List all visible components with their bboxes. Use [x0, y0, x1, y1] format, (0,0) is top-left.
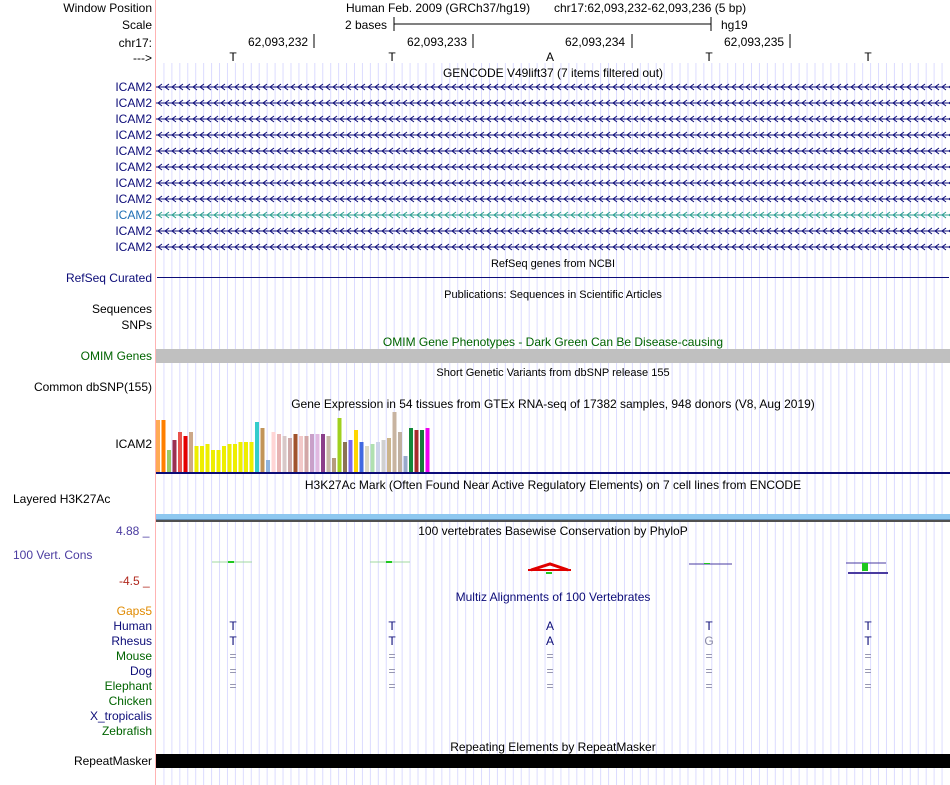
gencode-gene-label[interactable]: ICAM2	[115, 224, 152, 238]
gtex-tissue-bar	[195, 446, 199, 472]
assembly-name: Human Feb. 2009 (GRCh37/hg19)	[346, 1, 531, 15]
gtex-tissue-bar	[162, 420, 166, 472]
gtex-tissue-bar	[376, 442, 380, 472]
gtex-tissue-bar	[211, 450, 215, 472]
species-label[interactable]: Dog	[129, 664, 152, 678]
position-text[interactable]: chr17:62,093,232-62,093,236 (5 bp)	[554, 1, 747, 15]
gtex-tissue-bar	[173, 440, 177, 472]
species-label[interactable]: Human	[113, 619, 152, 633]
gtex-tissue-bar	[321, 434, 325, 472]
multiz-track-title[interactable]: Multiz Alignments of 100 Vertebrates	[455, 590, 651, 604]
gencode-gene-label[interactable]: ICAM2	[115, 240, 152, 254]
phylop-ymax: 4.88 _	[116, 524, 150, 538]
aligned-base: =	[705, 664, 713, 678]
gtex-track-label[interactable]: ICAM2	[115, 437, 152, 451]
gtex-tissue-bar	[184, 436, 188, 472]
gtex-tissue-bar	[354, 430, 358, 472]
gtex-tissue-bar	[228, 444, 232, 472]
gencode-gene-label[interactable]: ICAM2	[115, 176, 152, 190]
gtex-tissue-bar	[283, 436, 287, 472]
gencode-gene-label[interactable]: ICAM2	[115, 208, 152, 222]
gtex-tissue-bar	[272, 432, 276, 472]
gencode-track-title[interactable]: GENCODE V49lift37 (7 items filtered out)	[442, 66, 664, 80]
gencode-transcript[interactable]	[156, 112, 950, 126]
aligned-base: =	[229, 649, 237, 663]
strand-label: --->	[133, 51, 152, 65]
aligned-base: =	[864, 679, 872, 693]
aligned-base: A	[545, 619, 554, 633]
h3k27ac-track-label[interactable]: Layered H3K27Ac	[13, 492, 111, 506]
aligned-base: =	[705, 649, 713, 663]
coord-label: 62,093,233	[407, 35, 468, 49]
coord-label: 62,093,232	[248, 35, 309, 49]
species-label[interactable]: Chicken	[108, 694, 152, 708]
gtex-tissue-bar	[398, 432, 402, 472]
gencode-transcript[interactable]	[156, 240, 950, 254]
aligned-base: T	[864, 634, 872, 648]
aligned-base: =	[388, 679, 396, 693]
aligned-base: T	[388, 634, 396, 648]
gtex-tissue-bar	[156, 420, 160, 472]
gtex-tissue-bar	[365, 446, 369, 472]
ref-base: T	[864, 50, 872, 64]
gencode-transcript[interactable]	[156, 80, 950, 94]
gencode-transcript[interactable]	[156, 160, 950, 174]
gencode-gene-label[interactable]: ICAM2	[115, 160, 152, 174]
gtex-tissue-bar	[327, 436, 331, 472]
aligned-base: =	[546, 679, 554, 693]
gtex-tissue-bar	[349, 440, 353, 472]
gtex-tissue-bar	[415, 430, 419, 472]
gtex-tissue-bar	[404, 456, 408, 472]
coord-label: 62,093,234	[565, 35, 626, 49]
dbsnp-track-title[interactable]: Short Genetic Variants from dbSNP release 155	[436, 367, 670, 379]
gencode-gene-label[interactable]: ICAM2	[115, 80, 152, 94]
ref-base: T	[388, 50, 396, 64]
omim-gene-bar[interactable]	[156, 349, 950, 363]
aligned-base: =	[705, 679, 713, 693]
aligned-base: =	[229, 664, 237, 678]
scale-text: 2 bases	[345, 18, 388, 32]
gencode-gene-label[interactable]: ICAM2	[115, 192, 152, 206]
aligned-base: T	[229, 619, 237, 633]
dbsnp-track-label[interactable]: Common dbSNP(155)	[33, 380, 152, 394]
gaps-label[interactable]: Gaps5	[116, 604, 152, 618]
gtex-tissue-bar	[371, 444, 375, 472]
refseq-gene-line[interactable]	[157, 277, 949, 278]
gtex-tissue-bar	[420, 430, 424, 472]
gtex-tissue-bar	[261, 428, 265, 472]
species-label[interactable]: Elephant	[104, 679, 152, 693]
gencode-transcript[interactable]	[156, 224, 950, 238]
refseq-track-label[interactable]: RefSeq Curated	[65, 271, 152, 285]
gtex-bar-chart[interactable]	[156, 412, 950, 474]
gencode-transcript[interactable]	[156, 96, 950, 110]
ref-base: A	[545, 50, 554, 64]
species-label[interactable]: X_tropicalis	[89, 709, 152, 723]
gencode-transcript[interactable]	[156, 176, 950, 190]
repeatmasker-track-title[interactable]: Repeating Elements by RepeatMasker	[450, 740, 656, 754]
aligned-base: =	[388, 664, 396, 678]
gtex-tissue-bar	[393, 412, 397, 472]
gtex-tissue-bar	[305, 436, 309, 472]
db-text: hg19	[721, 18, 748, 32]
window-position-label: Window Position	[63, 1, 152, 15]
gencode-gene-label[interactable]: ICAM2	[115, 128, 152, 142]
gtex-tissue-bar	[288, 438, 292, 472]
aligned-base: T	[705, 619, 713, 633]
gtex-tissue-bar	[277, 434, 281, 472]
coord-label: 62,093,235	[724, 35, 785, 49]
omim-track-title[interactable]: OMIM Gene Phenotypes - Dark Green Can Be Disease-causing	[382, 335, 724, 349]
aligned-base: =	[864, 649, 872, 663]
gtex-tissue-bar	[206, 444, 210, 472]
scale-bar	[393, 16, 715, 32]
gtex-tissue-bar	[387, 438, 391, 472]
gencode-transcript[interactable]	[156, 144, 950, 158]
species-label[interactable]: Rhesus	[111, 634, 152, 648]
gtex-track-title[interactable]: Gene Expression in 54 tissues from GTEx RNA-seq of 17382 samples, 948 donors (V8, Aug 2019)	[291, 397, 815, 411]
gtex-tissue-bar	[426, 428, 430, 472]
gtex-tissue-bar	[244, 442, 248, 472]
ref-base: T	[705, 50, 713, 64]
gtex-tissue-bar	[239, 442, 243, 472]
aligned-base: =	[229, 679, 237, 693]
gtex-tissue-bar	[310, 434, 314, 472]
aligned-base: T	[388, 619, 396, 633]
aligned-base: T	[864, 619, 872, 633]
gtex-tissue-bar	[294, 434, 298, 472]
phylop-track-title[interactable]: 100 vertebrates Basewise Conservation by PhyloP	[418, 524, 688, 538]
phylop-signal[interactable]	[156, 540, 950, 580]
phylop-track-label[interactable]: 100 Vert. Cons	[13, 548, 93, 562]
gtex-tissue-bar	[360, 442, 364, 472]
gtex-tissue-bar	[200, 446, 204, 472]
gencode-gene-label[interactable]: ICAM2	[115, 144, 152, 158]
gtex-tissue-bar	[189, 432, 193, 472]
gtex-tissue-bar	[233, 444, 237, 472]
gtex-tissue-bar	[217, 450, 221, 472]
gencode-gene-label[interactable]: ICAM2	[115, 96, 152, 110]
aligned-base: =	[546, 649, 554, 663]
gtex-tissue-bar	[266, 460, 270, 472]
gtex-tissue-bar	[250, 442, 254, 472]
gencode-transcript[interactable]	[156, 208, 950, 222]
refseq-track-title[interactable]: RefSeq genes from NCBI	[490, 258, 616, 270]
publications-track-title[interactable]: Publications: Sequences in Scientific Articles	[444, 289, 662, 301]
chrom-label: chr17:	[118, 36, 152, 50]
gtex-tissue-bar	[332, 458, 336, 472]
omim-track-label[interactable]: OMIM Genes	[80, 349, 152, 363]
aligned-base: G	[704, 634, 714, 648]
repeatmasker-bar[interactable]	[156, 754, 950, 768]
gtex-tissue-bar	[316, 434, 320, 472]
gtex-tissue-bar	[338, 418, 342, 472]
gencode-transcript[interactable]	[156, 192, 950, 206]
aligned-base: =	[864, 664, 872, 678]
coord-ticks	[156, 34, 950, 50]
h3k27ac-signal[interactable]	[156, 514, 950, 522]
aligned-base: =	[388, 649, 396, 663]
publications-sequences-label[interactable]: Sequences	[91, 302, 152, 316]
scale-label: Scale	[121, 18, 152, 32]
gtex-tissue-bar	[255, 422, 259, 472]
h3k27ac-track-title[interactable]: H3K27Ac Mark (Often Found Near Active Regulatory Elements) on 7 cell lines from ENCODE	[304, 478, 802, 492]
ref-base: T	[229, 50, 237, 64]
aligned-base: A	[545, 634, 554, 648]
repeatmasker-track-label[interactable]: RepeatMasker	[73, 754, 152, 768]
species-label[interactable]: Zebrafish	[101, 724, 152, 738]
gtex-tissue-bar	[222, 446, 226, 472]
gtex-tissue-bar	[167, 450, 171, 472]
phylop-ymin: -4.5 _	[119, 574, 150, 588]
aligned-base: T	[229, 634, 237, 648]
gtex-tissue-bar	[299, 436, 303, 472]
species-label[interactable]: Mouse	[115, 649, 152, 663]
gtex-tissue-bar	[409, 428, 413, 472]
gtex-tissue-bar	[343, 442, 347, 472]
publications-snps-label[interactable]: SNPs	[121, 318, 152, 332]
gencode-gene-label[interactable]: ICAM2	[115, 112, 152, 126]
gtex-tissue-bar	[178, 432, 182, 472]
aligned-base: =	[546, 664, 554, 678]
gencode-transcript[interactable]	[156, 128, 950, 142]
gtex-tissue-bar	[382, 440, 386, 472]
